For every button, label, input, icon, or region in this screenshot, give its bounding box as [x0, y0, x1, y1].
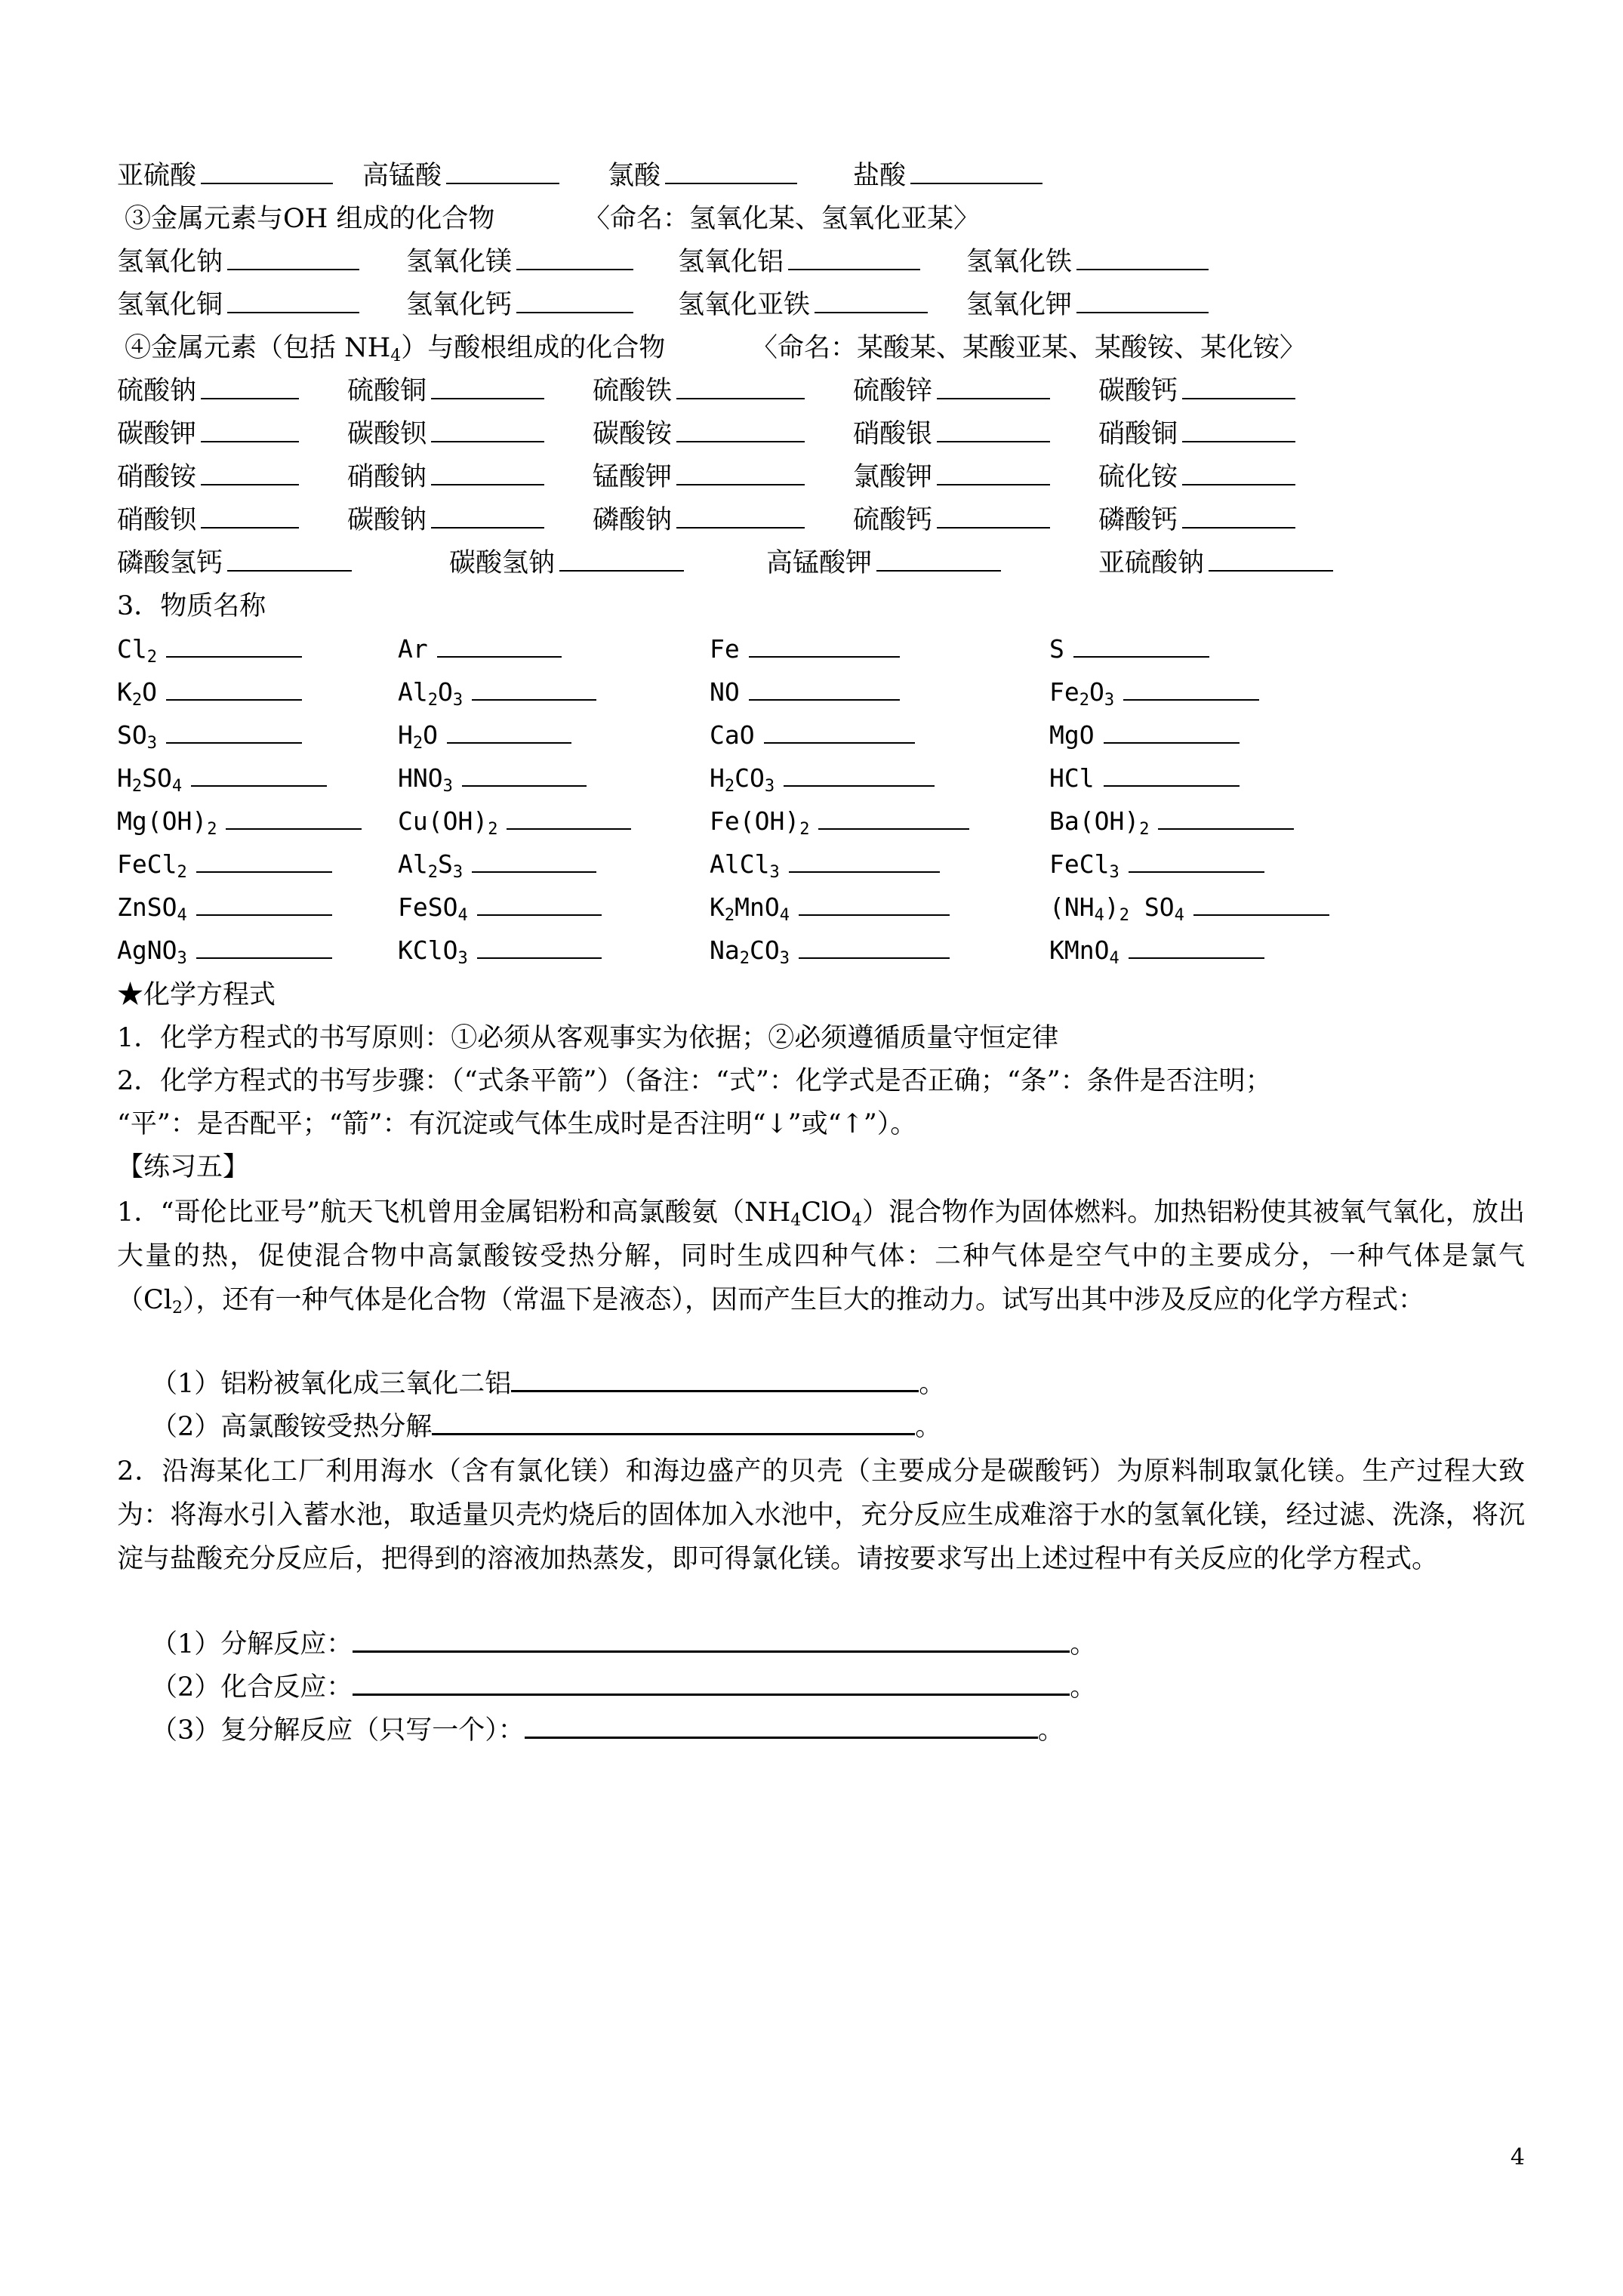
question-1-item [151, 1363, 1525, 1405]
label: 高锰酸 [362, 161, 442, 191]
end-mark: 。 [1037, 1715, 1064, 1746]
answer-blank[interactable] [431, 372, 544, 399]
answer-blank[interactable] [477, 889, 602, 916]
answer-blank[interactable] [166, 630, 302, 658]
salt-row [117, 456, 1525, 498]
label: 硫化铵 [1098, 462, 1178, 492]
label: 氢氧化铝 [678, 247, 784, 277]
answer-blank[interactable] [676, 501, 805, 529]
label: 硝酸钡 [117, 505, 197, 535]
label: 氯酸 [608, 161, 661, 191]
label: 磷酸氢钙 [117, 548, 223, 578]
label: 碳酸钙 [1098, 376, 1178, 406]
salt-heading [117, 327, 1525, 369]
hydroxide-heading [117, 198, 1525, 240]
label: 碳酸钡 [347, 419, 427, 449]
formula-label: MgO [1049, 720, 1095, 750]
answer-blank[interactable] [937, 372, 1050, 399]
formula-row [117, 843, 1525, 886]
label: 亚硫酸 [117, 161, 197, 191]
formula-label: $(NH_4)_2$ $SO_4$ [1049, 892, 1184, 925]
answer-blank[interactable] [525, 1711, 1038, 1739]
formula-label: AlCl$_3$ [710, 849, 780, 882]
label: 氢氧化镁 [406, 247, 513, 277]
formula-label: Fe [710, 634, 740, 664]
question-2-item [151, 1709, 1525, 1752]
answer-blank[interactable] [1182, 372, 1295, 399]
answer-blank[interactable] [462, 760, 587, 787]
rule-text: 2．化学方程式的书写步骤：（“式条平箭”）（备注：“式”：化学式是否正确；“条”：条件是否注明； [117, 1066, 1272, 1096]
formula-label: $Na_2CO_3$ [710, 935, 790, 968]
end-mark: 。 [919, 1369, 946, 1399]
answer-blank[interactable] [788, 243, 920, 270]
label: 高锰酸钾 [766, 548, 873, 578]
label: 碳酸氢钠 [449, 548, 556, 578]
page-number: 4 [1510, 2144, 1525, 2171]
naming-rule: 〈命名：某酸某、某酸亚某、某酸铵、某化铵〉 [751, 333, 1307, 363]
label: 亚硫酸钠 [1098, 548, 1205, 578]
formula-label: $Cl_2$ [117, 634, 157, 667]
formula-label: $Ba(OH)_2$ [1049, 806, 1150, 839]
item-label: （2）化合反应： [151, 1672, 353, 1703]
answer-blank[interactable] [166, 673, 302, 701]
answer-blank[interactable] [191, 760, 327, 787]
formula-label: FeCl$_3$ [1049, 849, 1119, 882]
answer-blank[interactable] [1104, 760, 1240, 787]
rule-text: 1．化学方程式的书写原则：①必须从客观事实为依据；②必须遵循质量守恒定律 [117, 1023, 1059, 1053]
question-2-item [151, 1623, 1525, 1666]
heading-text: ④金属元素（包括 $NH_4$）与酸根组成的化合物 [125, 333, 666, 365]
salt-row-last [117, 542, 1525, 584]
answer-blank[interactable] [1182, 501, 1295, 529]
label: 锰酸钾 [593, 462, 673, 492]
formula-label: ZnSO$_4$ [117, 892, 187, 925]
answer-blank[interactable] [432, 1407, 915, 1435]
label: 碳酸钠 [347, 505, 427, 535]
answer-blank[interactable] [1182, 415, 1295, 442]
answer-blank[interactable] [353, 1668, 1070, 1696]
answer-blank[interactable] [1076, 286, 1209, 313]
answer-blank[interactable] [1076, 243, 1209, 270]
answer-blank[interactable] [511, 1364, 919, 1392]
answer-blank[interactable] [1104, 717, 1240, 744]
label: 碳酸钾 [117, 419, 197, 449]
label: 硫酸钙 [853, 505, 933, 535]
answer-blank[interactable] [196, 932, 332, 959]
formula-label: KClO$_3$ [398, 935, 468, 968]
question-1-item [151, 1406, 1525, 1448]
formula-label: $K_2O$ [117, 677, 157, 710]
naming-rule: 〈命名：氢氧化某、氢氧化亚某〉 [584, 204, 981, 234]
answer-blank[interactable] [201, 372, 299, 399]
answer-blank[interactable] [477, 932, 602, 959]
exercise-title: 【练习五】 [117, 1152, 250, 1182]
answer-blank[interactable] [1182, 458, 1295, 485]
answer-blank[interactable] [201, 458, 299, 485]
answer-blank[interactable] [1209, 544, 1333, 572]
formula-label: $Fe_2O_3$ [1049, 677, 1115, 710]
answer-blank[interactable] [446, 157, 559, 184]
formula-label: FeCl$_2$ [117, 849, 187, 882]
answer-blank[interactable] [799, 889, 950, 916]
answer-blank[interactable] [937, 458, 1050, 485]
answer-blank[interactable] [201, 415, 299, 442]
formula-label: S [1049, 634, 1064, 664]
item-label: （1）分解反应： [151, 1629, 353, 1660]
formula-row [117, 628, 1525, 670]
formula-label: $Cu(OH)_2$ [398, 806, 498, 839]
label: 氯酸钾 [853, 462, 933, 492]
answer-blank[interactable] [764, 717, 915, 744]
answer-blank[interactable] [201, 501, 299, 529]
formula-row [117, 714, 1525, 757]
answer-blank[interactable] [516, 286, 633, 313]
answer-blank[interactable] [676, 415, 805, 442]
answer-blank[interactable] [799, 932, 950, 959]
formula-row [117, 757, 1525, 800]
rule-text: “平”：是否配平；“箭”：有沉淀或气体生成时是否注明“↓”或“↑”）。 [117, 1109, 917, 1139]
acids-row [117, 155, 1525, 197]
answer-blank[interactable] [676, 458, 805, 485]
label: 盐酸 [853, 161, 907, 191]
answer-blank[interactable] [353, 1625, 1070, 1653]
answer-blank[interactable] [784, 760, 935, 787]
label: 硝酸铵 [117, 462, 197, 492]
answer-blank[interactable] [789, 846, 940, 873]
formula-label: AgNO$_3$ [117, 935, 187, 968]
answer-blank[interactable] [166, 717, 302, 744]
salt-row [117, 499, 1525, 541]
answer-blank[interactable] [818, 803, 969, 830]
answer-blank[interactable] [937, 415, 1050, 442]
item-label: （2）高氯酸铵受热分解 [151, 1412, 433, 1442]
question-2-text: 2．沿海某化工厂利用海水（含有氯化镁）和海边盛产的贝壳（主要成分是碳酸钙）为原料制取氯化镁。生产过程大致为：将海水引入蓄水池，取适量贝壳灼烧后的固体加入水池中，充分反应生成难溶于水的氢氧化镁，经过滤、洗涤，将沉淀与盐酸充分反应后，把得到的溶液加热蒸发，即可得氯化镁。请按要求写出上述过程中有关反应的化学方程式。 [117, 1456, 1525, 1574]
label: 氢氧化亚铁 [678, 290, 811, 320]
formula-label: $SO_3$ [117, 720, 157, 753]
label: 氢氧化钠 [117, 247, 223, 277]
salt-row [117, 413, 1525, 455]
answer-blank[interactable] [749, 630, 900, 658]
answer-blank[interactable] [472, 846, 596, 873]
question-1-text: 1．“哥伦比亚号”航天飞机曾用金属铝粉和高氯酸氨$(NH_4ClO_4)$混合物作为固体燃料。加热铝粉使其被氧气氧化，放出大量的热，促使混合物中高氯酸铵受热分解，同时生成四种气体：二种气体是空气中的主要成分，一种气体是氯气$(Cl_2)$，还有一种气体是化合物（常温下是液态），因而产生巨大的推动力。试写出其中涉及反应的化学方程式： [117, 1197, 1525, 1318]
answer-blank[interactable] [447, 717, 571, 744]
formula-label: $H_2CO_3$ [710, 763, 775, 796]
formula-row [117, 886, 1525, 929]
label: 硝酸铜 [1098, 419, 1178, 449]
answer-blank[interactable] [1129, 932, 1264, 959]
answer-blank[interactable] [1123, 673, 1259, 701]
formula-label: HCl [1049, 763, 1095, 793]
formula-label: $HNO_3$ [398, 763, 453, 796]
formula-label: $Fe(OH)_2$ [710, 806, 810, 839]
formula-label: $H_2O$ [398, 720, 438, 753]
answer-blank[interactable] [507, 803, 631, 830]
question-2-item [151, 1666, 1525, 1709]
section-title: 3．物质名称 [117, 591, 266, 621]
label: 氢氧化钙 [406, 290, 513, 320]
formula-row [117, 800, 1525, 843]
label: 碳酸铵 [593, 419, 673, 449]
answer-blank[interactable] [676, 372, 805, 399]
label: 氢氧化铁 [966, 247, 1073, 277]
answer-blank[interactable] [226, 803, 362, 830]
formula-label: $Al_2S_3$ [398, 849, 463, 882]
answer-blank[interactable] [1193, 889, 1329, 916]
answer-blank[interactable] [749, 673, 900, 701]
formula-row [117, 929, 1525, 972]
answer-blank[interactable] [431, 458, 544, 485]
answer-blank[interactable] [201, 157, 333, 184]
answer-blank[interactable] [516, 243, 633, 270]
label: 磷酸钠 [593, 505, 673, 535]
answer-blank[interactable] [431, 501, 544, 529]
label: 氢氧化钾 [966, 290, 1073, 320]
answer-blank[interactable] [437, 630, 562, 658]
formula-label: NO [710, 677, 740, 707]
formula-label: KMnO$_4$ [1049, 935, 1119, 968]
answer-blank[interactable] [196, 846, 332, 873]
label: 氢氧化铜 [117, 290, 223, 320]
label: 硫酸钠 [117, 376, 197, 406]
formula-label: $K_2MnO_4$ [710, 892, 790, 925]
answer-blank[interactable] [815, 286, 928, 313]
answer-blank[interactable] [472, 673, 596, 701]
answer-blank[interactable] [196, 889, 332, 916]
hydroxide-row [117, 241, 1525, 283]
answer-blank[interactable] [665, 157, 797, 184]
formula-row [117, 671, 1525, 713]
answer-blank[interactable] [431, 415, 544, 442]
formula-label: $Mg(OH)_2$ [117, 806, 217, 839]
formula-label: CaO [710, 720, 755, 750]
formula-label: FeSO$_4$ [398, 892, 468, 925]
heading-text: ③金属元素与OH 组成的化合物 [125, 204, 495, 234]
item-label: （3）复分解反应（只写一个）： [151, 1715, 525, 1746]
label: 硫酸铜 [347, 376, 427, 406]
answer-blank[interactable] [559, 544, 684, 572]
answer-blank[interactable] [876, 544, 1001, 572]
formula-label: $H_2SO_4$ [117, 763, 183, 796]
hydroxide-row [117, 284, 1525, 326]
answer-blank[interactable] [227, 286, 359, 313]
section-title: ★化学方程式 [117, 980, 276, 1010]
answer-blank[interactable] [1129, 846, 1264, 873]
item-label: （1）铝粉被氧化成三氧化二铝 [151, 1369, 512, 1399]
answer-blank[interactable] [937, 501, 1050, 529]
answer-blank[interactable] [910, 157, 1042, 184]
label: 磷酸钙 [1098, 505, 1178, 535]
answer-blank[interactable] [227, 243, 359, 270]
end-mark: 。 [915, 1412, 942, 1442]
label: 硝酸钠 [347, 462, 427, 492]
answer-blank[interactable] [1073, 630, 1209, 658]
answer-blank[interactable] [1158, 803, 1294, 830]
end-mark: 。 [1070, 1629, 1097, 1660]
answer-blank[interactable] [227, 544, 352, 572]
formula-label: $Al_2O_3$ [398, 677, 463, 710]
end-mark: 。 [1070, 1672, 1097, 1703]
label: 硫酸铁 [593, 376, 673, 406]
label: 硫酸锌 [853, 376, 933, 406]
label: 硝酸银 [853, 419, 933, 449]
formula-label: Ar [398, 634, 428, 664]
salt-row [117, 370, 1525, 412]
